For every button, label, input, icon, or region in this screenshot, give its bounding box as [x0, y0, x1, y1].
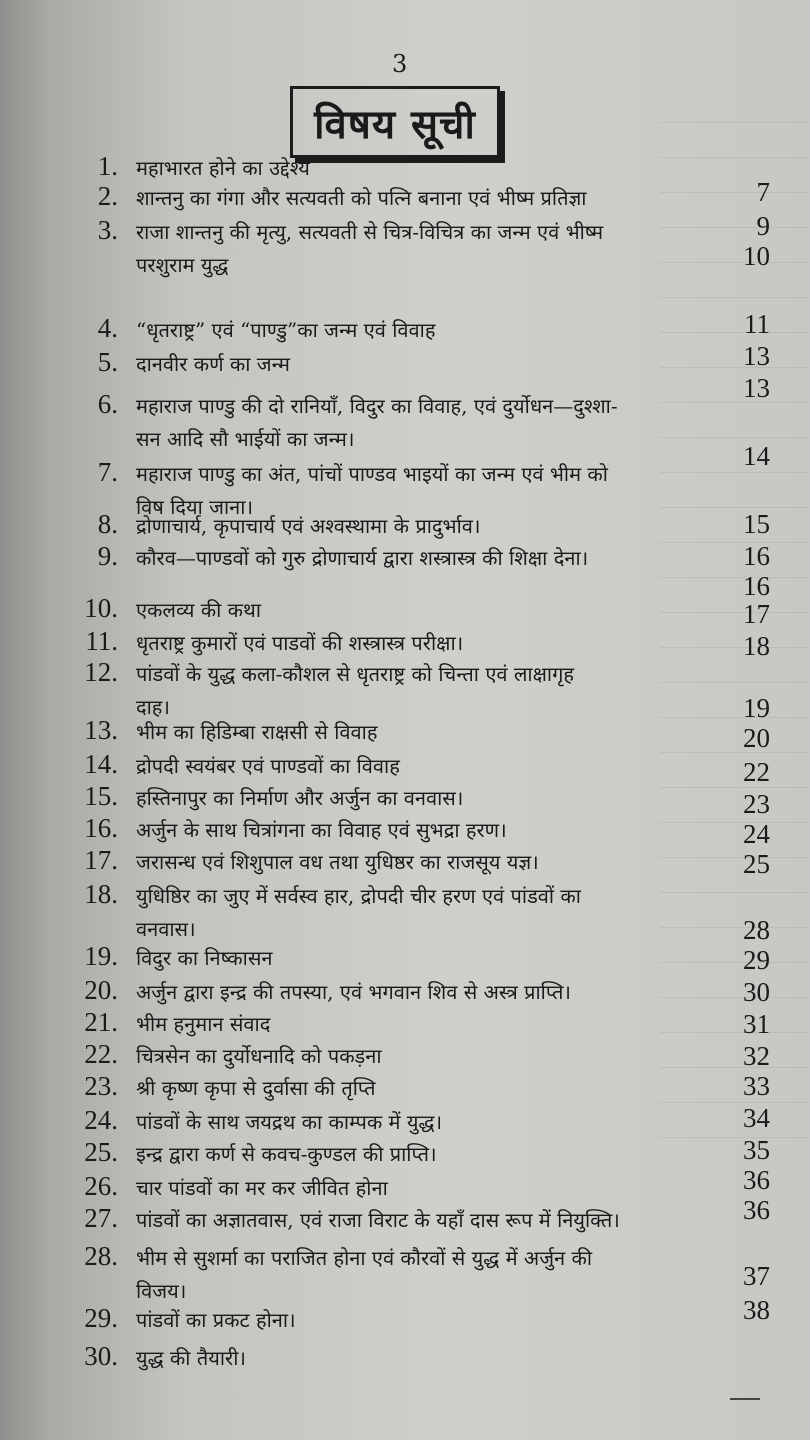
- toc-entry-title: पांडवों का अज्ञातवास, एवं राजा विराट के यहाँ दास रूप में नियुक्ति।: [136, 1208, 620, 1232]
- toc-entry-title: शान्तनु का गंगा और सत्यवती को पत्नि बनाना एवं भीष्म प्रतिज्ञा: [136, 186, 587, 210]
- toc-entry-page: 33: [743, 1071, 770, 1101]
- toc-entry-title: द्रोपदी स्वयंबर एवं पाण्डवों का विवाह: [136, 754, 400, 778]
- toc-entry-number: 24.: [84, 1105, 118, 1135]
- toc-entry-page: 17: [743, 599, 770, 629]
- toc-entry-page: 36: [743, 1165, 770, 1195]
- toc-entry-title: “धृतराष्ट्र” एवं “पाण्डु”का जन्म एवं विवाह: [136, 318, 436, 342]
- toc-entry-title: दानवीर कर्ण का जन्म: [136, 352, 290, 376]
- toc-entry-number: 16.: [84, 813, 118, 843]
- toc-entry-number: 18.: [84, 879, 118, 909]
- toc-entry-page: 28: [743, 915, 770, 945]
- toc-entry-title: विदुर का निष्कासन: [136, 946, 273, 970]
- toc-entry-title: महाभारत होने का उद्देश्य: [136, 156, 310, 180]
- toc-entry-title: एकलव्य की कथा: [136, 598, 261, 622]
- toc-entry-number: 23.: [84, 1071, 118, 1101]
- toc-entry-title: महाराज पाण्डु की दो रानियाँ, विदुर का विवाह, एवं दुर्योधन—दुश्शा- सन आदि सौ भाईयों का जन्म।: [136, 394, 618, 451]
- toc-entry-title: युधिष्ठिर का जुए में सर्वस्व हार, द्रोपदी चीर हरण एवं पांडवों का वनवास।: [136, 884, 581, 941]
- toc-entry-page: 10: [743, 241, 770, 271]
- toc-entry-page: 13: [743, 341, 770, 371]
- toc-entry-number: 11.: [85, 626, 118, 656]
- toc-entry-title: पांडवों के युद्ध कला-कौशल से धृतराष्ट्र को चिन्ता एवं लाक्षागृह दाह।: [136, 662, 574, 719]
- toc-entry-page: 11: [744, 309, 770, 339]
- toc-entry-number: 14.: [84, 749, 118, 779]
- toc-entry-number: 2.: [97, 181, 118, 211]
- toc-entry-page: 20: [743, 723, 770, 753]
- toc-entry-title: द्रोणाचार्य, कृपाचार्य एवं अश्वस्थामा के प्रादुर्भाव।: [136, 514, 481, 538]
- toc-entry-page: 19: [743, 693, 770, 723]
- toc-entry-title: श्री कृष्ण कृपा से दुर्वासा की तृप्ति: [136, 1076, 376, 1100]
- toc-entry-title: चार पांडवों का मर कर जीवित होना: [136, 1176, 388, 1200]
- toc-entry-number: 21.: [84, 1007, 118, 1037]
- toc-entry-number: 25.: [84, 1137, 118, 1167]
- toc-entry-number: 12.: [84, 657, 118, 687]
- toc-entry-page: 24: [743, 819, 770, 849]
- toc-entry-number: 22.: [84, 1039, 118, 1069]
- page-title-text: विषय सूची: [314, 100, 476, 148]
- toc-entry-page: 36: [743, 1195, 770, 1225]
- toc-entry-number: 7.: [97, 457, 118, 487]
- toc-entry-title: अर्जुन द्वारा इन्द्र की तपस्या, एवं भगवान शिव से अस्त्र प्राप्ति।: [136, 980, 571, 1004]
- toc-entry-number: 9.: [97, 541, 118, 571]
- page-number: 3: [392, 50, 408, 78]
- toc-entry-title: पांडवों के साथ जयद्रथ का काम्पक में युद्ध।: [136, 1110, 443, 1134]
- toc-entry-number: 29.: [84, 1303, 118, 1333]
- toc-entry-number: 15.: [84, 781, 118, 811]
- toc-entry-number: 20.: [84, 975, 118, 1005]
- toc-entry-number: 8.: [97, 509, 118, 539]
- toc-entry-page: 29: [743, 945, 770, 975]
- toc-entry-number: 13.: [84, 715, 118, 745]
- toc-entry-title: युद्ध की तैयारी।: [136, 1346, 246, 1370]
- toc-entry-title: राजा शान्तनु की मृत्यु, सत्यवती से चित्र-विचित्र का जन्म एवं भीष्म परशुराम युद्ध: [136, 220, 604, 277]
- toc-entry-title: महाराज पाण्डु का अंत, पांचों पाण्डव भाइयों का जन्म एवं भीम को विष दिया जाना।: [136, 462, 608, 519]
- toc-entry-page: 31: [743, 1009, 770, 1039]
- toc-entry-title: इन्द्र द्वारा कर्ण से कवच-कुण्डल की प्राप्ति।: [136, 1142, 437, 1166]
- toc-entry-page: 7: [756, 177, 770, 207]
- toc-entry-title: भीम से सुशर्मा का पराजित होना एवं कौरवों से युद्ध में अर्जुन की विजय।: [136, 1246, 593, 1303]
- toc-entry-title: अर्जुन के साथ चित्रांगना का विवाह एवं सुभद्रा हरण।: [136, 818, 507, 842]
- toc-entry-title: धृतराष्ट्र कुमारों एवं पाडवों की शस्त्रास्त्र परीक्षा।: [136, 631, 464, 655]
- toc-entry-page: 15: [743, 509, 770, 539]
- toc-entry-page: 23: [743, 789, 770, 819]
- toc-entry-page: 22: [743, 757, 770, 787]
- toc-entry-title: पांडवों का प्रकट होना।: [136, 1308, 296, 1332]
- toc-entry-page: 34: [743, 1103, 770, 1133]
- toc-entry-title: जरासन्ध एवं शिशुपाल वध तथा युधिष्ठर का राजसूय यज्ञ।: [136, 850, 539, 874]
- toc-entry-page: 37: [743, 1261, 770, 1291]
- toc-entry-number: 1.: [97, 151, 118, 181]
- toc-entry-page: 30: [743, 977, 770, 1007]
- toc-entry-page: 35: [743, 1135, 770, 1165]
- toc-entry-title: भीम का हिडिम्बा राक्षसी से विवाह: [136, 720, 378, 744]
- toc-entry-title: चित्रसेन का दुर्योधनादि को पकड़ना: [136, 1044, 382, 1068]
- toc-entry-number: 10.: [84, 593, 118, 623]
- page-mark: [730, 1398, 760, 1400]
- toc-entry-page: 14: [743, 441, 770, 471]
- toc-entry-number: 28.: [84, 1241, 118, 1271]
- trailing-page-number: 38: [743, 1295, 770, 1325]
- toc-entry-title: भीम हनुमान संवाद: [136, 1012, 271, 1036]
- toc-entry-page: 13: [743, 373, 770, 403]
- toc-entry-number: 27.: [84, 1203, 118, 1233]
- toc-entry-number: 6.: [97, 389, 118, 419]
- toc-entry-number: 26.: [84, 1171, 118, 1201]
- toc-entry-page: 18: [743, 631, 770, 661]
- toc-entry-number: 17.: [84, 845, 118, 875]
- toc-entry-page: 32: [743, 1041, 770, 1071]
- toc-entry-number: 30.: [84, 1341, 118, 1371]
- toc-entry-page: 9: [756, 211, 770, 241]
- toc-entry-page: 25: [743, 849, 770, 879]
- toc-entry-page: 16: [743, 541, 770, 571]
- toc-entry-number: 5.: [97, 347, 118, 377]
- toc-entry-title: कौरव—पाण्डवों को गुरु द्रोणाचार्य द्वारा शस्त्रास्त्र की शिक्षा देना।: [136, 546, 589, 570]
- toc-entry-title: हस्तिनापुर का निर्माण और अर्जुन का वनवास।: [136, 786, 464, 810]
- toc-entry-number: 3.: [97, 215, 118, 245]
- toc-entry-number: 19.: [84, 941, 118, 971]
- toc-entry-number: 4.: [97, 313, 118, 343]
- toc-entry-page: 16: [743, 571, 770, 601]
